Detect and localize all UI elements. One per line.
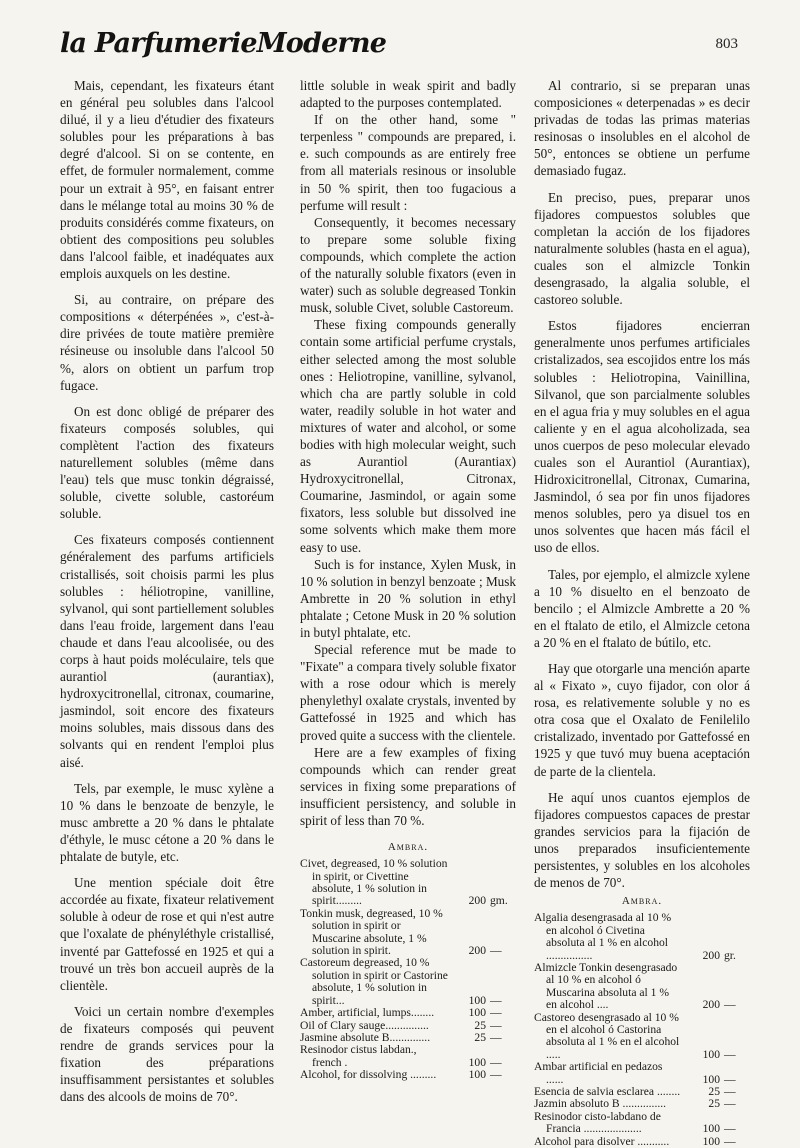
table-row — [534, 1086, 750, 1098]
recipe-unit: — — [490, 1055, 502, 1069]
recipe-table — [534, 912, 750, 1148]
table-row — [534, 912, 750, 962]
recipe-unit: — — [724, 1134, 736, 1148]
column-spanish — [534, 77, 750, 1148]
recipe-quantity: 100 — [468, 1068, 486, 1082]
paragraph: Tales, por ejemplo, el almizcle xylene a 10 % disuelto en el benzoato de bencilo ; el Almizcle Ambrette a 20 % en el ftalato de etilo, el Almizcle cetona a 20 % en el ftalato de bútilo, etc. — [534, 566, 750, 650]
paragraph: Estos fijadores encierran generalmente unos perfumes artificiales cristalizados, sea escojidos entre los más solubles : Heliotropina, Vainillina, Silvanol, que son parcialmente solubles en el agua fria y muy solubles en el agua caliente y en el agua alcoholizada, sea unos cuerpos de peso molecular elevado cuales son el Aurantiol (Aurantiax), Hidroxicitronellal, Citronax, Cumarina, Jasmindol, ó sea por fin unos fijadores menos solubles, pero ya disuel tos en unos solventes que hacen más fácil el uso de ellos. — [534, 318, 750, 556]
recipe-ingredient: Almizcle Tonkin desengrasado al 10 % en alcohol ó Muscarina absoluta al 1 % en alcohol .... — [534, 960, 678, 1012]
table-row — [300, 1069, 516, 1081]
recipe-ingredient: Esencia de salvia esclarea ........ — [534, 1085, 681, 1098]
column-french — [60, 77, 274, 1114]
table-row — [300, 1007, 516, 1019]
recipe-title: Ambra. — [387, 841, 429, 854]
recipe-unit: — — [724, 1097, 736, 1111]
recipe-unit: — — [490, 1006, 502, 1020]
table-row — [534, 1111, 750, 1136]
paragraph: He aquí unos cuantos ejemplos de fijadores compuestos capaces de prestar grandes servicios para la fijación de unos preparados insuficientemente persistentes, y solubles en los alcoholes de menos de 70°. — [534, 789, 750, 891]
recipe-quantity: 100 — [702, 1122, 720, 1136]
masthead-logo: la ParfumerieModerne — [60, 28, 387, 59]
paragraph: little soluble in weak spirit and badly adapted to the purposes contemplated. — [300, 78, 516, 111]
paragraph: Si, au contraire, on prépare des compositions « déterpénées », c'est-à-dire privées de toute matière première résineuse ou insoluble dans l'alcool 50 %, alors on obtient un parfum trop fugace. — [60, 292, 274, 393]
paragraph: Special reference mut be made to "Fixate" a compara tively soluble fixator with a rose odour which is merely phenylethyl oxalate crystals, invented by Gattefossé in 1925 and which has proved quite a success with the clientele. — [300, 642, 516, 743]
recipe-unit: — — [490, 993, 502, 1007]
paragraph: These fixing compounds generally contain some artificial perfume crystals, either selected among the most soluble ones : Heliotropine, vanilline, sylvanol, which cha are partly soluble in cold water, readily soluble in hot water and mixtures of water and alcohol, or some bodies with high molecular weight, such as Aurantiol (Aurantiax) Hydroxycitronellal, Citronax, Coumarine, Jasmindol, or again some fixators, less soluble but dissolved ine some solvents which make them more easy to use. — [300, 317, 516, 555]
paragraph: Al contrario, si se preparan unas composiciones « deterpenadas » es decir privadas de todas las primas materias resinosas o insolubles en el alcohol de 50°, entonces se obtiene un perfume demasiado fugaz. — [534, 78, 750, 179]
recipe-quantity: 100 — [702, 1072, 720, 1086]
recipe-quantity: 100 — [468, 993, 486, 1007]
paragraph: Consequently, it becomes necessary to prepare some soluble fixing compounds, which complete the action of the naturally soluble fixators (even in water) such as soluble degreased Tonkin musk, soluble Civet, soluble Castoreum. — [300, 214, 516, 316]
recipe-ingredient: Oil of Clary sauge............... — [300, 1018, 429, 1032]
recipe-unit: — — [724, 1085, 736, 1098]
recipe-quantity: 200 — [702, 948, 720, 962]
recipe-quantity: 100 — [702, 1047, 720, 1061]
recipe-quantity: 200 — [468, 944, 486, 958]
recipe-ingredient: Algalia desengrasada al 10 % en alcohol ó Civetina absoluta al 1 % en alcohol ................ — [534, 911, 672, 962]
table-row — [534, 1012, 750, 1062]
recipe-quantity: 25 — [474, 1018, 486, 1032]
recipe-ingredient: Jazmin absoluto B ............... — [534, 1097, 667, 1111]
paragraph: On est donc obligé de préparer des fixateurs composés solubles, qui complètent l'action des fixateurs naturellement solubles (même dans l'eau) tels que musc tonkin dégraissé, soluble, civette soluble, castoréum soluble. — [60, 403, 274, 522]
recipe-title: Ambra. — [621, 895, 663, 908]
recipe-ingredient: Tonkin musk, degreased, 10 % solution in spirit or Muscarine absolute, 1 % solution in spirit. — [300, 906, 443, 958]
recipe-table — [300, 858, 516, 1081]
recipe-unit: gm. — [490, 894, 508, 908]
recipe-unit: — — [490, 944, 502, 958]
paragraph: Hay que otorgarle una mención aparte al « Fixato », cuyo fijador, con olor á rosa, es relativemente soluble y no es otra cosa que el Oxalato de Fenilelilo cristalizado, inventado por Gattefossé en 1925 y que tuvó muy buena aceptación de parte de la clientela. — [534, 661, 750, 779]
recipe-unit: — — [490, 1018, 502, 1032]
recipe-unit: — — [724, 1072, 736, 1086]
table-row — [534, 1098, 750, 1110]
paragraph: Mais, cependant, les fixateurs étant en général peu solubles dans l'alcool dilué, il y a lieu d'étudier des fixateurs solubles pour les préparations à bas degré d'alcool. Si on se contente, en effet, de formuler normalement, comme pour un extrait à 95°, en faisant entrer dans le mélange total au moins 30 % de produits considérés comme fixateurs, on obtient des compositions peu solubles dans l'alcool faible, et inadéquates aux emplois auxquels on les destine. — [60, 78, 274, 282]
paragraph: Tels, par exemple, le musc xylène a 10 % dans le benzoate de benzyle, le musc ambrette a 20 % dans le phtalate d'éthyle, le musc cétone a 20 % dans le phtalate de butyle, etc. — [60, 780, 274, 865]
recipe-unit: gr. — [724, 948, 736, 962]
paragraph: Here are a few examples of fixing compounds which can render great services in fixing some preparations of insufficient persistency, and soluble in spirit of less than 70 %. — [300, 744, 516, 829]
column-english — [300, 77, 516, 1082]
table-row — [534, 1136, 750, 1148]
recipe-ingredient: Civet, degreased, 10 % solution in spirit, or Civettine absolute, 1 % solution in spirit......... — [300, 857, 448, 908]
paragraph: Voici un certain nombre d'exemples de fixateurs composés qui peuvent rendre de grands services pour la fixation des préparations insuffisamment persistantes et solubles dans des alcools de moins de 70°. — [60, 1003, 274, 1105]
recipe-quantity: 25 — [708, 1097, 720, 1111]
recipe-unit: — — [490, 1030, 502, 1044]
paragraph: Such is for instance, Xylen Musk, in 10 % solution in benzyl benzoate ; Musk Ambrette in 20 % solution in ethyl phtalate ; Cetone Musk in 20 % solution in butyl phtalate, etc. — [300, 556, 516, 640]
table-row — [534, 1061, 750, 1086]
recipe-quantity: 100 — [468, 1006, 486, 1020]
recipe-ingredient: Alcohol para disolver ........... — [534, 1134, 670, 1148]
table-row — [300, 858, 516, 908]
recipe-quantity: 200 — [702, 998, 720, 1012]
recipe-ingredient: Jasmine absolute B.............. — [300, 1030, 431, 1044]
recipe-quantity: 25 — [708, 1085, 720, 1098]
recipe-unit: — — [724, 1122, 736, 1136]
recipe-ingredient: Amber, artificial, lumps........ — [300, 1006, 435, 1020]
recipe-quantity: 100 — [468, 1055, 486, 1069]
table-row — [300, 908, 516, 958]
recipe-quantity: 25 — [474, 1030, 486, 1044]
recipe-ingredient: Resinodor cistus labdan., french . — [300, 1043, 417, 1069]
paragraph: If on the other hand, some " terpenless " compounds are prepared, i. e. such compounds as are entirely free from all materials resinous or insoluble in 50 % spirit, then too fugacious a perfume will result : — [300, 112, 516, 213]
table-row — [534, 962, 750, 1012]
paragraph: En preciso, pues, preparar unos fijadores compuestos solubles que completan la acción de los fijadores naturalmente solubles (hasta en el agua), cuales son el almizcle Tonkin desengrasado, la algalia soluble, el castoreo soluble. — [534, 189, 750, 308]
table-row — [300, 957, 516, 1007]
recipe-unit: — — [724, 1047, 736, 1061]
recipe-ingredient: Ambar artificial en pedazos ...... — [534, 1060, 663, 1086]
recipe-ingredient: Castoreum degreased, 10 % solution in spirit or Castorine absolute, 1 % solution in spirit... — [300, 956, 448, 1007]
recipe-quantity: 200 — [468, 894, 486, 908]
recipe-unit: — — [490, 1068, 502, 1082]
paragraph: Une mention spéciale doit être accordée au fixate, fixateur relativement soluble à odeur de rose et qui n'est autre que l'oxalate de phényléthyle cristallisé, inventé par Gattefossé en 1925 et qui a trouvé un très bon accueil auprès de la clientèle. — [60, 875, 274, 993]
paragraph: Ces fixateurs composés contiennent généralement des parfums artificiels cristallisés, soit choisis parmi les plus solubles : héliotropine, vanilline, sylvanol, qui sont partiellement solubles dans l'eau froide, largement dans l'eau chaude et dans l'eau alcoolisée, ou des corps à haut poids moléculaire, tels que aurantiol (aurantiax), hydroxycitronellal, citronax, coumarine, jasmindol, soit encore des fixateurs moins solubles, mais dissous dans des solvants qui en rendent l'emploi plus aisé. — [60, 532, 274, 770]
recipe-ingredient: Resinodor cisto-labdano de Francia .................... — [534, 1109, 661, 1136]
table-row — [300, 1044, 516, 1069]
recipe-ingredient: Castoreo desengrasado al 10 % en el alcohol ó Castorina absoluta al 1 % en el alcohol ..... — [534, 1010, 680, 1061]
recipe-ingredient: Alcohol, for dissolving ......... — [300, 1068, 437, 1082]
recipe-unit: — — [724, 998, 736, 1012]
recipe-quantity: 100 — [702, 1134, 720, 1148]
page-number: 803 — [715, 36, 738, 52]
